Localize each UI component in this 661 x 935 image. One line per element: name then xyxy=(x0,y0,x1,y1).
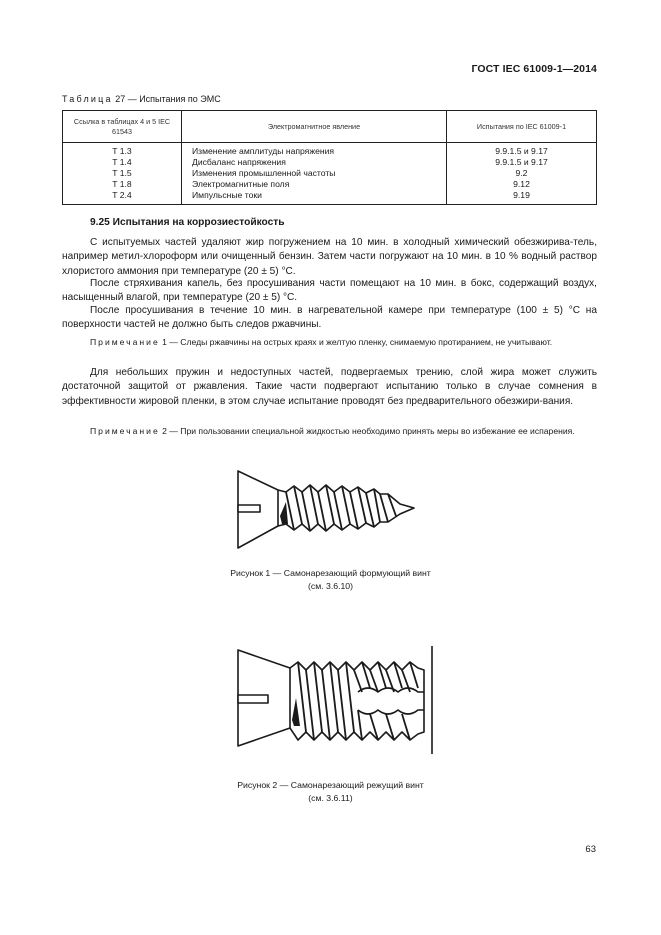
cell-tests: 9.19 xyxy=(447,190,597,205)
note-2 xyxy=(62,425,597,438)
paragraph-humidity: После стряхивания капель, без просушивания части помещают на 10 мин. в бокс, содержащий воздух, насыщенный влагой, при температуре (20 ± 5) °С. xyxy=(62,278,597,304)
cell-reference: T 1.4 xyxy=(63,157,182,168)
note-label: Примечание xyxy=(90,426,160,436)
table-caption-text: 27 — Испытания по ЭМС xyxy=(112,94,221,104)
screw-shadow xyxy=(292,698,300,726)
cell-tests: 9.12 xyxy=(447,179,597,190)
note-2-text: 2 — При пользовании специальной жидкостью необходимо принять меры во избежание ее испарения. xyxy=(159,426,575,436)
cell-phenomenon: Дисбаланс напряжения xyxy=(182,157,447,168)
cell-phenomenon: Изменение амплитуды напряжения xyxy=(182,143,447,158)
table-row xyxy=(63,190,597,205)
table-row xyxy=(63,179,597,190)
cell-reference: T 1.3 xyxy=(63,143,182,158)
document-header: ГОСТ IEC 61009-1—2014 xyxy=(471,63,597,75)
cutting-groove-lower xyxy=(358,710,424,714)
figure-2-cutting-screw xyxy=(228,640,438,755)
cell-phenomenon: Электромагнитные поля xyxy=(182,179,447,190)
note-1 xyxy=(62,336,597,349)
figure-1-caption xyxy=(0,567,661,592)
cell-tests: 9.9.1.5 и 9.17 xyxy=(447,157,597,168)
table-caption-label: Таблица xyxy=(62,94,113,104)
table-header-row xyxy=(63,111,597,143)
table-row xyxy=(63,157,597,168)
section-heading: 9.25 Испытания на коррозиестойкость xyxy=(90,217,285,228)
cell-reference: T 2.4 xyxy=(63,190,182,205)
screw-threads xyxy=(298,662,418,740)
table-caption xyxy=(62,94,221,104)
paragraph-degreasing: С испытуемых частей удаляют жир погружением на 10 мин. в холодный химический обезжирива-тель, например метил-хлороформ или очищенный бензин. Затем части погружают на 10 мин. в 10 % водный раствор хлористого аммония при температуре (20 ± 5) °С. xyxy=(62,237,597,277)
cell-tests: 9.2 xyxy=(447,168,597,179)
figure-2-title: Рисунок 2 — Самонарезающий режущий винт xyxy=(237,780,424,790)
cell-tests: 9.9.1.5 и 9.17 xyxy=(447,143,597,158)
figure-1-title: Рисунок 1 — Самонарезающий формующий винт xyxy=(230,568,431,578)
figure-2-reference: (см. 3.6.11) xyxy=(308,792,353,803)
cutting-groove-upper xyxy=(358,688,424,692)
figure-2-caption xyxy=(0,779,661,804)
screw-shadow xyxy=(280,502,288,524)
screw-slot xyxy=(238,695,268,703)
table-row xyxy=(63,143,597,158)
figure-1-reference: (см. 3.6.10) xyxy=(307,580,354,591)
figure-1-forming-screw xyxy=(228,464,428,554)
header-phenomenon: Электромагнитное явление xyxy=(182,111,447,143)
cell-reference: T 1.5 xyxy=(63,168,182,179)
paragraph-springs: Для небольших пружин и недоступных частей, подвергаемых трению, слой жира может служить достаточной защитой от ржавления. Такие части подвергают испытанию только в случае сомнения в эффективности жировой пленки, в этом случае испытание проводят без предварительного обезжири-вания. xyxy=(62,367,597,407)
header-tests: Испытания по IEC 61009-1 xyxy=(447,111,597,143)
cell-phenomenon: Импульсные токи xyxy=(182,190,447,205)
page-number: 63 xyxy=(585,844,596,855)
note-1-text: 1 — Следы ржавчины на острых краях и желтую пленку, снимаемую протиранием, не учитывают. xyxy=(159,337,553,347)
emc-tests-table xyxy=(62,110,597,205)
paragraph-drying: После просушивания в течение 10 мин. в нагревательной камере при температуре (100 ± 5) °С на поверхности частей не должно быть следов ржавчины. xyxy=(62,305,597,331)
note-label: Примечание xyxy=(90,337,160,347)
cell-reference: T 1.8 xyxy=(63,179,182,190)
cell-phenomenon: Изменения промышленной частоты xyxy=(182,168,447,179)
table-row xyxy=(63,168,597,179)
screw-slot xyxy=(238,505,260,512)
header-reference: Ссылка в таблицах 4 и 5 IEC 61543 xyxy=(63,111,182,143)
